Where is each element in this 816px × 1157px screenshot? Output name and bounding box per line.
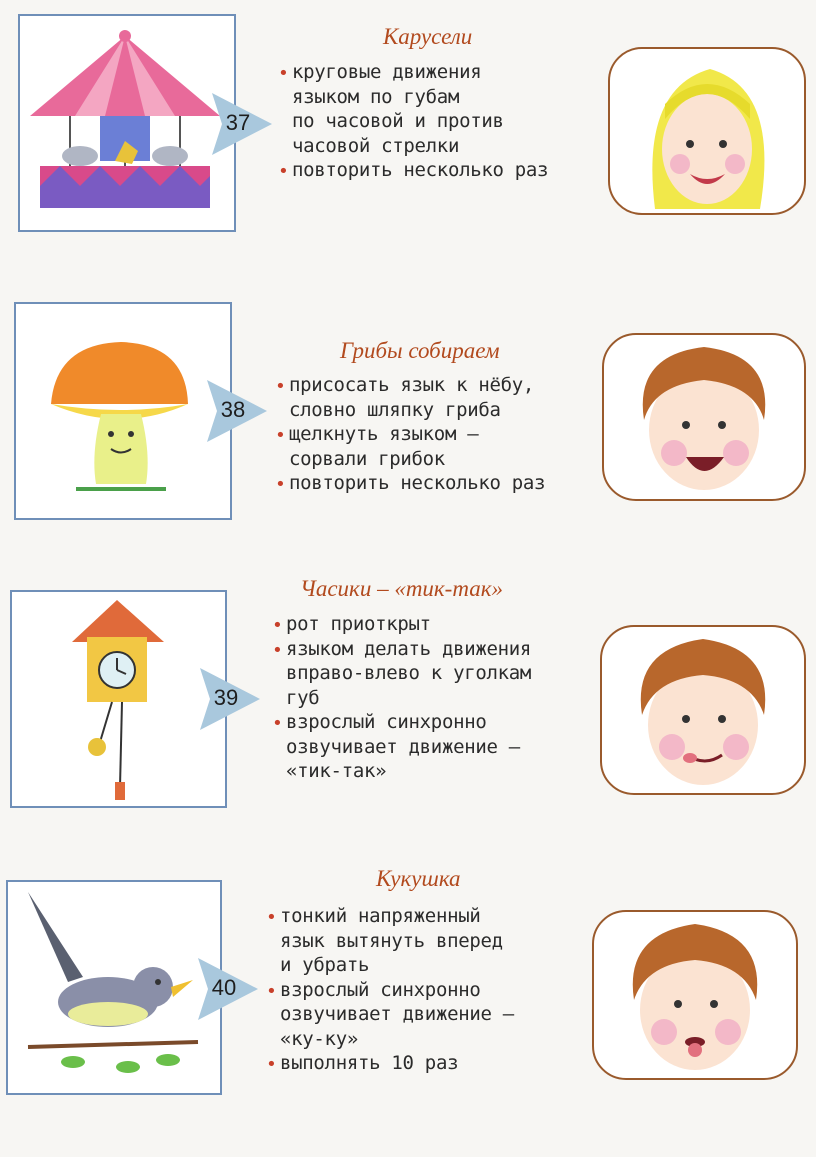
- step-item: • повторить несколько раз: [275, 472, 546, 495]
- exercise-title: Грибы собираем: [340, 338, 500, 363]
- exercise-number: 38: [220, 397, 246, 422]
- mushroom-picture-box: [14, 302, 232, 520]
- exercise-steps: [278, 60, 548, 183]
- exercise-39: [0, 570, 816, 840]
- exercise-37: [0, 0, 816, 270]
- exercise-number: 39: [213, 685, 239, 710]
- step-item: • взрослый синхронно озвучивает движение – «ку-ку»: [266, 978, 514, 1050]
- mushroom-icon: [16, 304, 230, 518]
- step-item: • повторить несколько раз: [278, 159, 549, 182]
- exercise-number-arrow: [200, 668, 262, 730]
- exercise-number-arrow: [198, 958, 260, 1020]
- step-item: • тонкий напряженный язык вытянуть вперед и убрать: [266, 905, 503, 976]
- exercise-40: [0, 860, 816, 1150]
- step-item: • рот приоткрыт: [272, 613, 431, 636]
- carousel-icon: [20, 16, 234, 230]
- exercise-title: Карусели: [383, 24, 473, 49]
- face-picture-box: [602, 333, 806, 501]
- exercise-number: 37: [225, 110, 251, 135]
- boy-face-open-mouth-icon: [604, 335, 804, 499]
- exercise-number-arrow: [207, 380, 269, 442]
- clock-picture-box: [10, 590, 227, 808]
- face-picture-box: [608, 47, 806, 215]
- exercise-number-arrow: [212, 93, 274, 155]
- step-item: • щелкнуть языком – сорвали грибок: [275, 423, 479, 470]
- carousel-picture-box: [18, 14, 236, 232]
- cuckoo-clock-icon: [12, 592, 225, 806]
- step-item: • взрослый синхронно озвучивает движение – «тик-так»: [272, 711, 520, 782]
- exercise-title: Кукушка: [376, 866, 461, 891]
- boy-face-tongue-side-icon: [602, 627, 804, 793]
- face-picture-box: [600, 625, 806, 795]
- step-item: • присосать язык к нёбу, словно шляпку гриба: [275, 374, 535, 421]
- bird-picture-box: [6, 880, 222, 1095]
- boy-face-tongue-out-icon: [594, 912, 796, 1078]
- blonde-girl-face-icon: [610, 49, 804, 213]
- step-item: • круговые движения языком по губам по часовой и против часовой стрелки: [278, 61, 504, 157]
- exercise-steps: [275, 373, 545, 496]
- exercise-steps: [272, 612, 531, 784]
- exercise-steps: [266, 904, 514, 1076]
- cuckoo-bird-icon: [8, 882, 220, 1093]
- exercise-number: 40: [211, 975, 237, 1000]
- exercise-38: [0, 290, 816, 560]
- face-picture-box: [592, 910, 798, 1080]
- step-item: • языком делать движения вправо-влево к уголкам губ: [272, 637, 532, 709]
- exercise-title: Часики – «тик-так»: [300, 576, 503, 601]
- step-item: • выполнять 10 раз: [266, 1052, 459, 1075]
